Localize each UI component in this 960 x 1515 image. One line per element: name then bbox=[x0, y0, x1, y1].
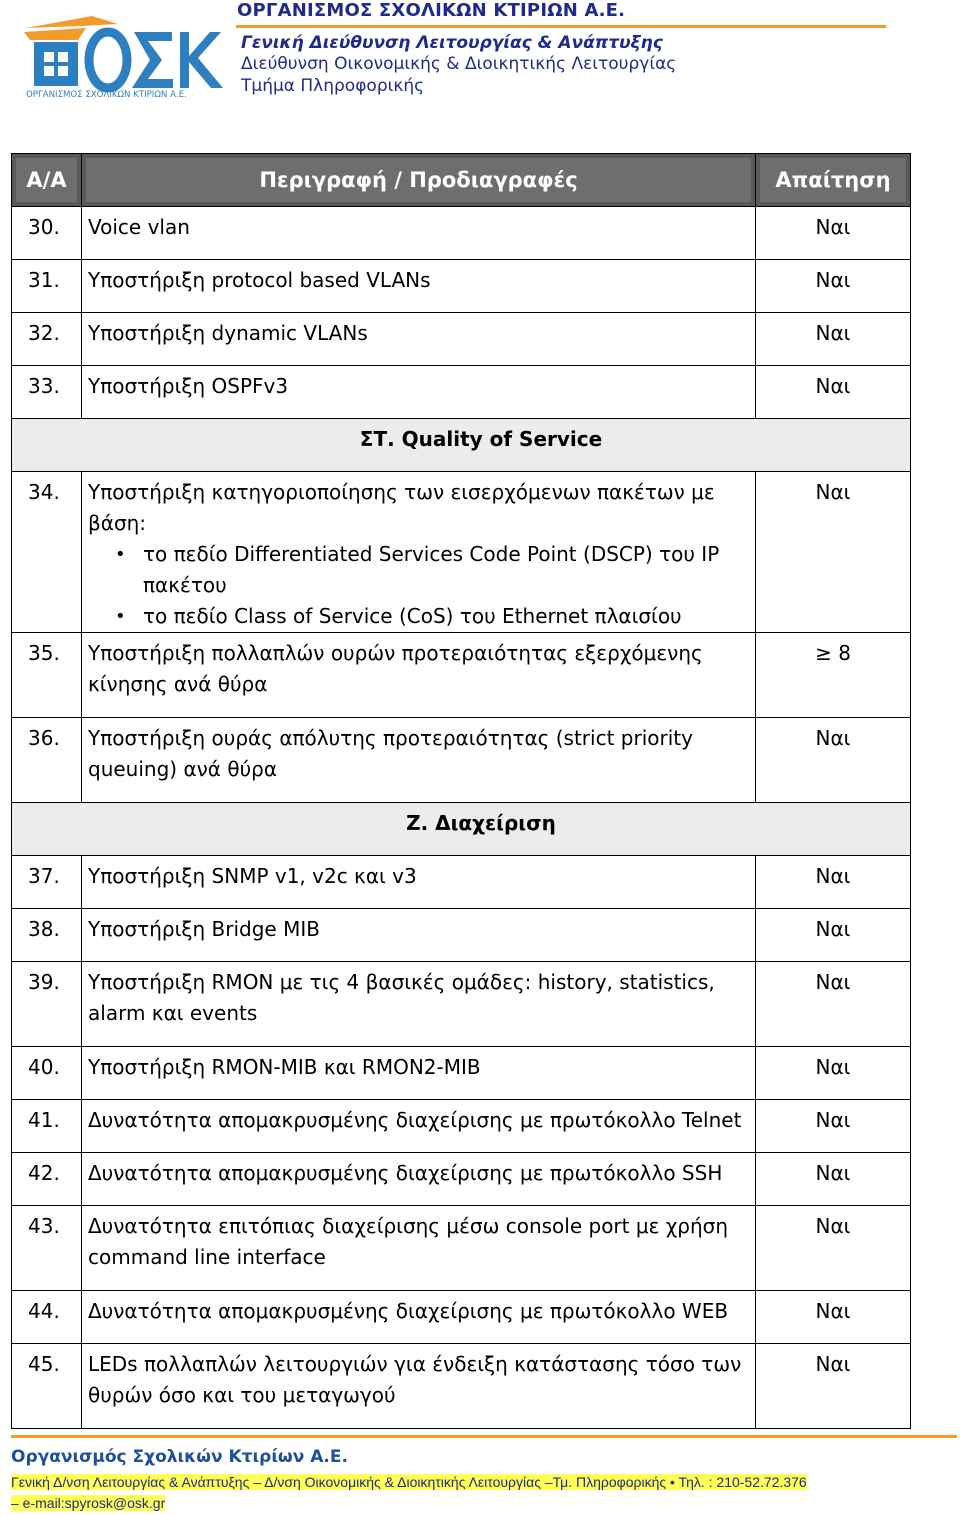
row-description: LEDs πολλαπλών λειτουργιών για ένδειξη κατάστασης τόσο των θυρών όσο και του μεταγωγού bbox=[82, 1344, 756, 1429]
row-requirement-empty bbox=[756, 539, 911, 633]
row-description: Υποστήριξη Bridge MIB bbox=[82, 909, 756, 962]
row-number: 45. bbox=[12, 1344, 82, 1429]
table-row bbox=[12, 633, 911, 718]
row-number: 44. bbox=[12, 1291, 82, 1344]
row-description: Υποστήριξη SNMP v1, v2c και v3 bbox=[82, 856, 756, 909]
directorate: Διεύθυνση Οικονομικής & Διοικητικής Λειτουργίας bbox=[241, 54, 677, 74]
row-requirement: ≥ 8 bbox=[756, 633, 911, 718]
table-row bbox=[12, 856, 911, 909]
table-row bbox=[12, 718, 911, 803]
table-row bbox=[12, 1291, 911, 1344]
table-row bbox=[12, 909, 911, 962]
row-requirement: Ναι bbox=[756, 909, 911, 962]
row-requirement: Ναι bbox=[756, 207, 911, 260]
footer-org-name: Οργανισμός Σχολικών Κτιρίων Α.Ε. bbox=[11, 1447, 348, 1467]
table-row-bullets bbox=[12, 539, 911, 633]
table-row bbox=[12, 1047, 911, 1100]
section-header-qos bbox=[12, 419, 911, 472]
row-requirement: Ναι bbox=[756, 1291, 911, 1344]
list-item: • το πεδίο Differentiated Services Code Point (DSCP) του IP πακέτου bbox=[143, 539, 755, 601]
col-header-aa: Α/Α bbox=[12, 154, 82, 207]
row-requirement: Ναι bbox=[756, 718, 911, 803]
header-rule bbox=[236, 25, 886, 28]
table-row bbox=[12, 962, 911, 1047]
table-header-row bbox=[12, 154, 911, 207]
row-number: 43. bbox=[12, 1206, 82, 1291]
table-row bbox=[12, 1153, 911, 1206]
row-number: 30. bbox=[12, 207, 82, 260]
logo-caption: ΟΡΓΑΝΙΣΜΟΣ ΣΧΟΛΙΚΩΝ ΚΤΙΡΙΩΝ Α.Ε. bbox=[26, 90, 187, 100]
osk-logo bbox=[22, 10, 227, 100]
row-number: 36. bbox=[12, 718, 82, 803]
row-description: Voice vlan bbox=[82, 207, 756, 260]
row-number: 42. bbox=[12, 1153, 82, 1206]
row-requirement: Ναι bbox=[756, 962, 911, 1047]
row-description: Υποστήριξη protocol based VLANs bbox=[82, 260, 756, 313]
osk-logo-graphic bbox=[22, 10, 227, 100]
row-requirement: Ναι bbox=[756, 1100, 911, 1153]
table-row bbox=[12, 1344, 911, 1429]
row-number: 41. bbox=[12, 1100, 82, 1153]
row-number: 34. bbox=[12, 472, 82, 540]
table-row bbox=[12, 1206, 911, 1291]
table-row bbox=[12, 260, 911, 313]
row-description: Υποστήριξη RMON-MIB και RMON2-MIB bbox=[82, 1047, 756, 1100]
table-row bbox=[12, 313, 911, 366]
row-description-bullets bbox=[82, 539, 756, 633]
department: Τμήμα Πληροφορικής bbox=[241, 76, 425, 96]
row-description: Δυνατότητα απομακρυσμένης διαχείρισης με πρωτόκολλο SSH bbox=[82, 1153, 756, 1206]
table-row bbox=[12, 1100, 911, 1153]
row-description: Υποστήριξη RMON με τις 4 βασικές ομάδες: history, statistics, alarm και events bbox=[82, 962, 756, 1047]
row-number-empty bbox=[12, 539, 82, 633]
spec-table bbox=[11, 153, 911, 1429]
table-row bbox=[12, 366, 911, 419]
footer-contact-text: Γενική Δ/νση Λειτουργίας & Ανάπτυξης – Δ/νση Οικονομικής & Διοικητικής Λειτουργίας –Τμ. Πληροφορικής • Τηλ. : 210-52.72.376 – e-mail:spyrosk@osk.gr bbox=[11, 1474, 807, 1511]
footer-rule bbox=[11, 1435, 957, 1438]
row-number: 38. bbox=[12, 909, 82, 962]
row-number: 35. bbox=[12, 633, 82, 718]
row-description: Δυνατότητα επιτόπιας διαχείρισης μέσω console port με χρήση command line interface bbox=[82, 1206, 756, 1291]
row-number: 32. bbox=[12, 313, 82, 366]
row-description: Υποστήριξη dynamic VLANs bbox=[82, 313, 756, 366]
section-title bbox=[12, 803, 911, 856]
bullet-list bbox=[82, 539, 755, 632]
row-description: Υποστήριξη ουράς απόλυτης προτεραιότητας (strict priority queuing) ανά θύρα bbox=[82, 718, 756, 803]
org-title: ΟΡΓΑΝΙΣΜΟΣ ΣΧΟΛΙΚΩΝ ΚΤΙΡΙΩΝ Α.Ε. bbox=[237, 0, 626, 21]
row-requirement: Ναι bbox=[756, 1206, 911, 1291]
table-row bbox=[12, 472, 911, 540]
row-requirement: Ναι bbox=[756, 1344, 911, 1429]
table-row bbox=[12, 207, 911, 260]
row-number: 31. bbox=[12, 260, 82, 313]
row-number: 37. bbox=[12, 856, 82, 909]
row-description: Υποστήριξη πολλαπλών ουρών προτεραιότητας εξερχόμενης κίνησης ανά θύρα bbox=[82, 633, 756, 718]
row-description: Υποστήριξη κατηγοριοποίησης των εισερχόμενων πακέτων με βάση: bbox=[82, 472, 756, 540]
section-title-text: ΣΤ. Quality of Service bbox=[359, 427, 603, 451]
row-requirement: Ναι bbox=[756, 313, 911, 366]
list-item: • το πεδίο Class of Service (CoS) του Ethernet πλαισίου bbox=[143, 601, 755, 632]
row-requirement: Ναι bbox=[756, 1153, 911, 1206]
section-title-text: Ζ. Διαχείριση bbox=[406, 811, 556, 835]
row-number: 40. bbox=[12, 1047, 82, 1100]
row-requirement: Ναι bbox=[756, 472, 911, 540]
section-header-management bbox=[12, 803, 911, 856]
footer-contact-info bbox=[11, 1472, 811, 1514]
row-number: 33. bbox=[12, 366, 82, 419]
general-directorate: Γενική Διεύθυνση Λειτουργίας & Ανάπτυξης bbox=[241, 33, 663, 53]
row-description: Υποστήριξη OSPFv3 bbox=[82, 366, 756, 419]
col-header-description: Περιγραφή / Προδιαγραφές bbox=[82, 154, 756, 207]
section-title bbox=[12, 419, 911, 472]
row-requirement: Ναι bbox=[756, 856, 911, 909]
row-requirement: Ναι bbox=[756, 366, 911, 419]
row-description: Δυνατότητα απομακρυσμένης διαχείρισης με πρωτόκολλο WEB bbox=[82, 1291, 756, 1344]
row-description: Δυνατότητα απομακρυσμένης διαχείρισης με πρωτόκολλο Telnet bbox=[82, 1100, 756, 1153]
row-requirement: Ναι bbox=[756, 260, 911, 313]
row-number: 39. bbox=[12, 962, 82, 1047]
col-header-requirement: Απαίτηση bbox=[756, 154, 911, 207]
row-requirement: Ναι bbox=[756, 1047, 911, 1100]
